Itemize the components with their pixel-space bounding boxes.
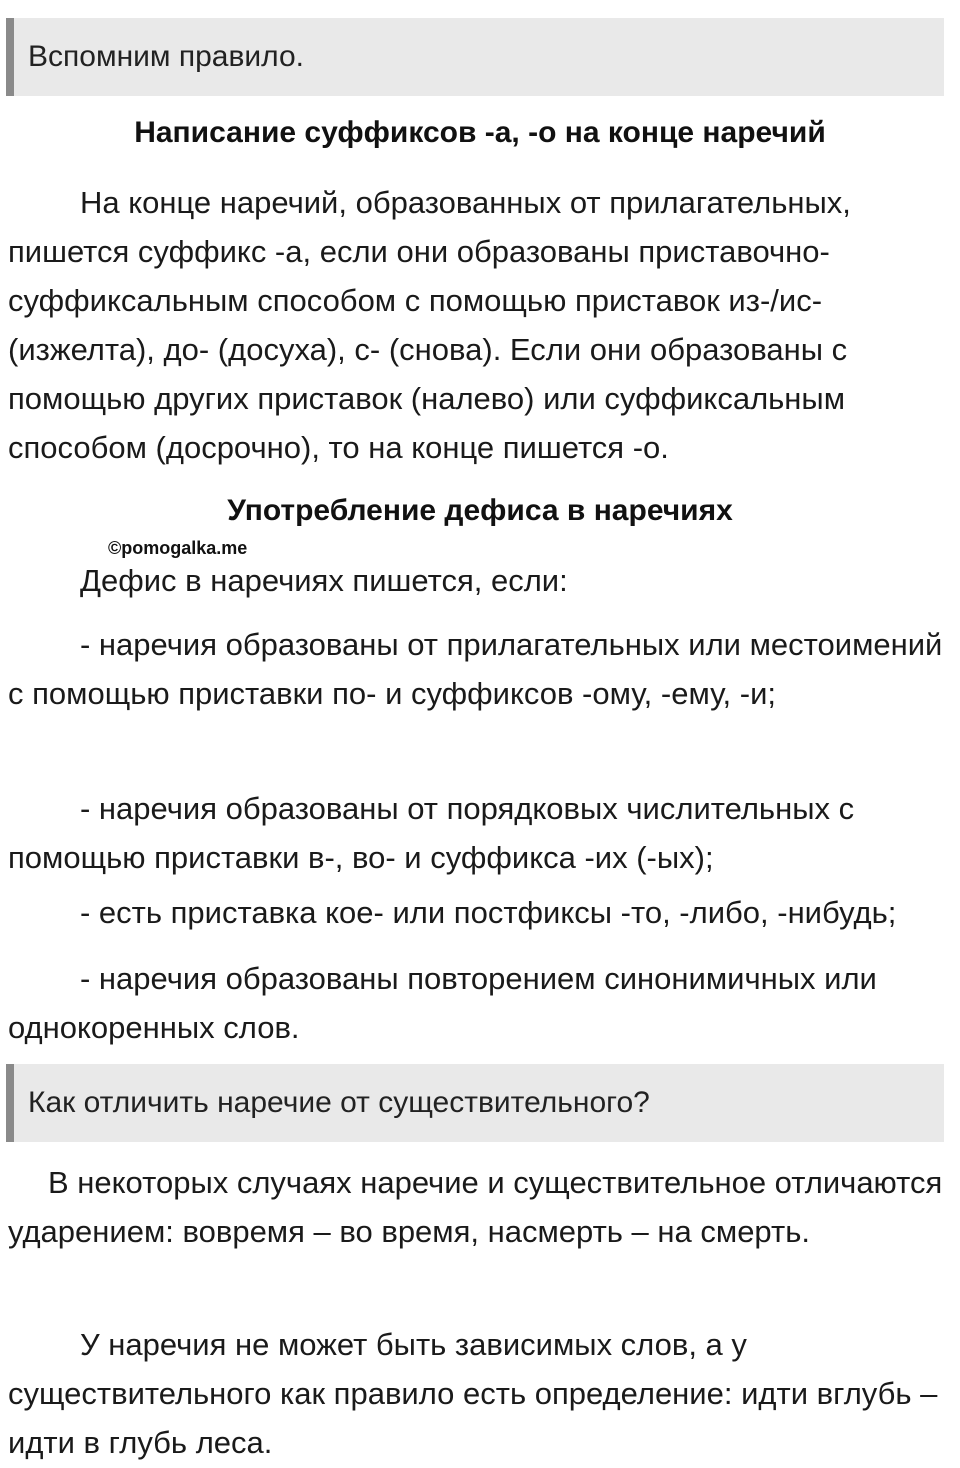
callout-question: [6, 1064, 944, 1142]
heading-suffixes: Написание суффиксов -а, -о на конце наречий: [134, 116, 826, 149]
paragraph-hyphen-rule-4: - наречия образованы повторением синонимичных или однокоренных слов.: [8, 961, 877, 1045]
paragraph-hyphen-rule-2: - наречия образованы от порядковых числительных с помощью приставки в-, во- и суффикса -их (-ых);: [8, 791, 855, 875]
paragraph-distinguish-2: У наречия не может быть зависимых слов, а у существительного как правило есть определение: идти вглубь – идти в глубь леса.: [8, 1327, 938, 1460]
paragraph-hyphen-intro: Дефис в наречиях пишется, если:: [80, 563, 568, 598]
callout-question-text: Как отличить наречие от существительного?: [28, 1086, 650, 1119]
paragraph-hyphen-rule-1: - наречия образованы от прилагательных или местоимений с помощью приставки по- и суффиксов -ому, -ему, -и;: [8, 627, 943, 711]
paragraph-suffix-rule: На конце наречий, образованных от прилагательных, пишется суффикс -а, если они образованы приставочно-суффиксальным способом с помощью приставок из-/ис- (изжелта), до- (досуха), с- (снова). Если они образованы с помощью других приставок (налево) или суффиксальным способом (досрочно), то на конце пишется -о.: [8, 185, 851, 465]
heading-hyphen: Употребление дефиса в наречиях: [227, 494, 733, 527]
callout-rule-text: Вспомним правило.: [28, 40, 305, 73]
paragraph-hyphen-rule-3: - есть приставка кое- или постфиксы -то, -либо, -нибудь;: [80, 895, 897, 930]
paragraph-distinguish-1: В некоторых случаях наречие и существительное отличаются ударением: вовремя – во время, насмерть – на смерть.: [8, 1165, 943, 1249]
watermark: ©pomogalka.me: [108, 538, 248, 558]
callout-rule: [6, 18, 944, 96]
